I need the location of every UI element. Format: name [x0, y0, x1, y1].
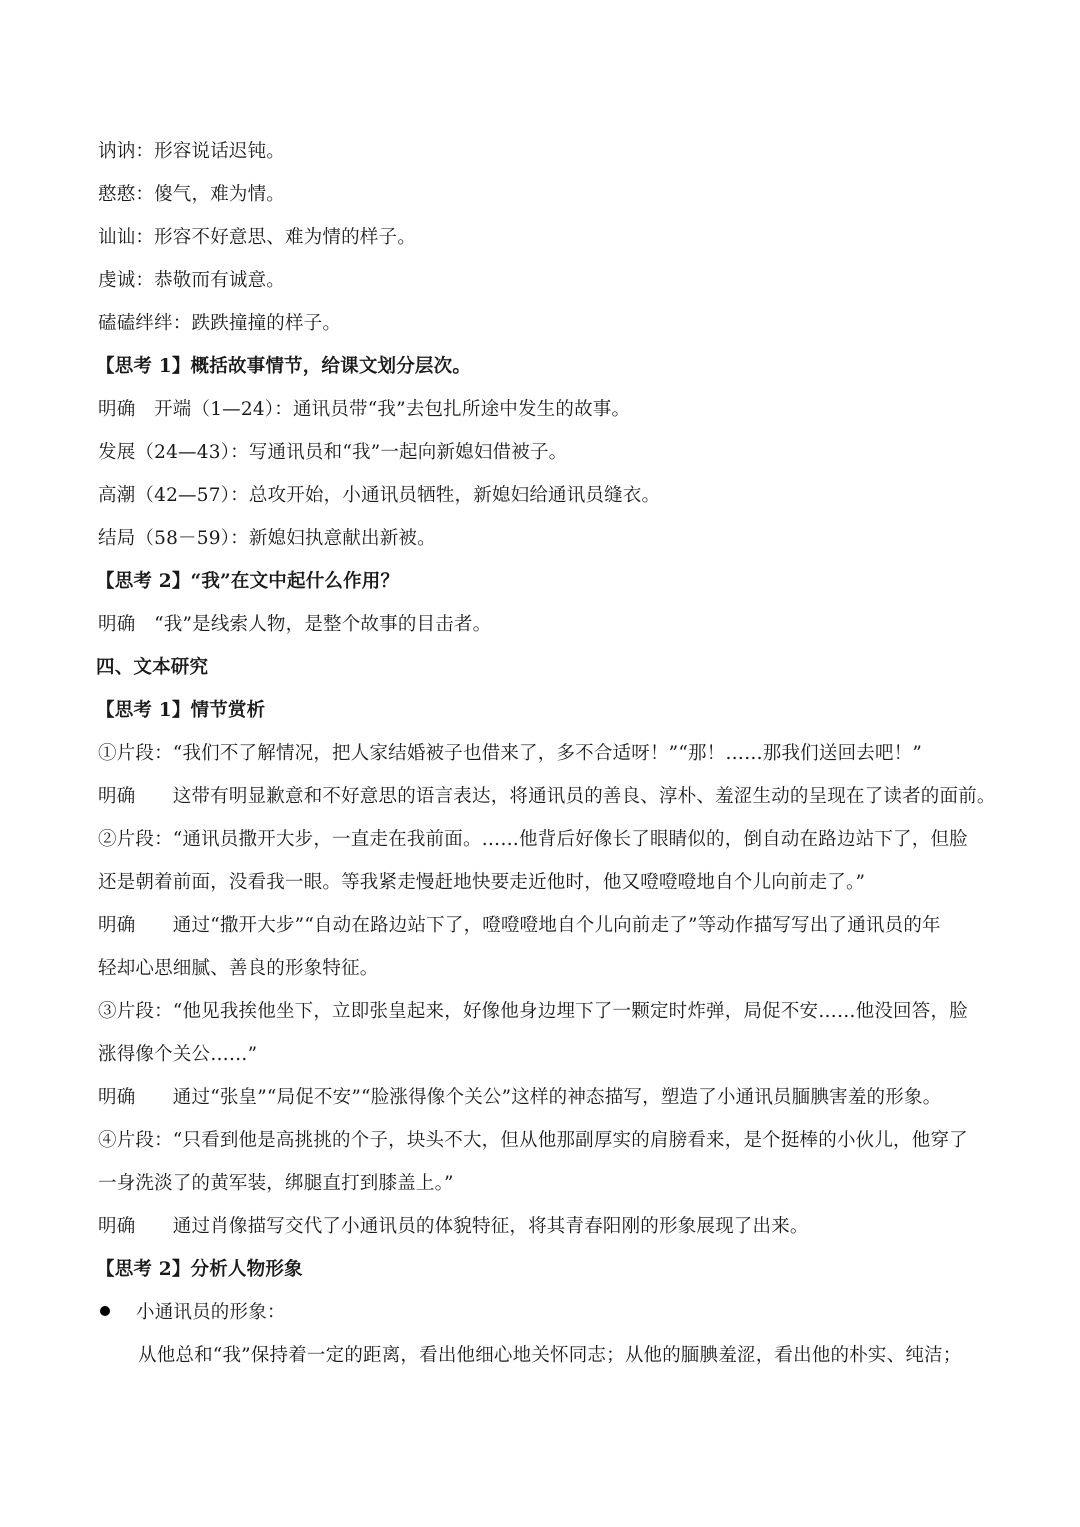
- character-analysis: 从他总和“我”保持着一定的距离，看出他细心地关怀同志；从他的腼腆羞涩，看出他的朴实、纯洁；: [138, 1345, 962, 1366]
- excerpt-4-line-2: 一身洗淡了的黄军装，绑腿直打到膝盖上。”: [98, 1173, 454, 1194]
- excerpt-3-analysis: 明确 通过“张皇”“局促不安”“脸涨得像个关公”这样的神态描写，塑造了小通讯员腼腆害羞的形象。: [98, 1087, 942, 1108]
- excerpt-4-line-1: ④片段：“只看到他是高挑挑的个子，块头不大，但从他那副厚实的肩膀看来，是个挺棒的小伙儿，他穿了: [98, 1130, 968, 1151]
- question-heading-1: 【思考 1】概括故事情节，给课文划分层次。: [96, 356, 472, 377]
- question-heading-character: 【思考 2】分析人物形象: [96, 1259, 303, 1280]
- excerpt-2-analysis-line-1: 明确 通过“撒开大步”“自动在路边站下了，噔噔噔地自个儿向前走了”等动作描写写出了通讯员的年: [98, 915, 941, 936]
- vocab-shanshan: 讪讪：形容不好意思、难为情的样子。: [98, 227, 416, 248]
- vocab-hanhan: 憨憨：傻气，难为情。: [98, 184, 286, 205]
- question-heading-plot: 【思考 1】情节赏析: [96, 700, 266, 721]
- question-heading-2: 【思考 2】“我”在文中起什么作用？: [96, 571, 400, 592]
- answer-climax: 高潮（42—57）：总攻开始，小通讯员牺牲，新媳妇给通讯员缝衣。: [98, 485, 661, 506]
- document-page: [96, 130, 996, 1377]
- answer-role: 明确 “我”是线索人物，是整个故事的目击者。: [98, 614, 492, 635]
- vocab-qiancheng: 虔诚：恭敬而有诚意。: [98, 270, 286, 291]
- answer-opening: 明确 开端（1—24）：通讯员带“我”去包扎所途中发生的故事。: [98, 399, 631, 420]
- vocab-nene: 讷讷：形容说话迟钝。: [98, 141, 286, 162]
- excerpt-2-line-2: 还是朝着前面，没看我一眼。等我紧走慢赶地快要走近他时，他又噔噔噔地自个儿向前走了。”: [98, 872, 866, 893]
- bullet-label: 小通讯员的形象：: [136, 1302, 286, 1323]
- excerpt-3-line-2: 涨得像个关公……”: [98, 1044, 258, 1065]
- answer-ending: 结局（58－59）：新媳妇执意献出新被。: [98, 528, 436, 549]
- bullet-icon: [100, 1306, 110, 1316]
- vocab-kekebanban: 磕磕绊绊：跌跌撞撞的样子。: [98, 313, 342, 334]
- excerpt-1-analysis: 明确 这带有明显歉意和不好意思的语言表达，将通讯员的善良、淳朴、羞涩生动的呈现在了读者的面前。: [98, 786, 996, 807]
- excerpt-1: ①片段：“我们不了解情况，把人家结婚被子也借来了，多不合适呀！”“那！……那我们送回去吧！”: [98, 743, 923, 764]
- excerpt-3-line-1: ③片段：“他见我挨他坐下，立即张皇起来，好像他身边埋下了一颗定时炸弹，局促不安……他没回答，脸: [98, 1001, 968, 1022]
- excerpt-4-analysis: 明确 通过肖像描写交代了小通讯员的体貌特征，将其青春阳刚的形象展现了出来。: [98, 1216, 809, 1237]
- section-heading: 四、文本研究: [96, 657, 209, 678]
- excerpt-2-analysis-line-2: 轻却心思细腻、善良的形象特征。: [98, 958, 379, 979]
- answer-development: 发展（24—43）：写通讯员和“我”一起向新媳妇借被子。: [98, 442, 568, 463]
- excerpt-2-line-1: ②片段：“通讯员撒开大步，一直走在我前面。……他背后好像长了眼睛似的，倒自动在路边站下了，但脸: [98, 829, 968, 850]
- bullet-item: [98, 1291, 990, 1334]
